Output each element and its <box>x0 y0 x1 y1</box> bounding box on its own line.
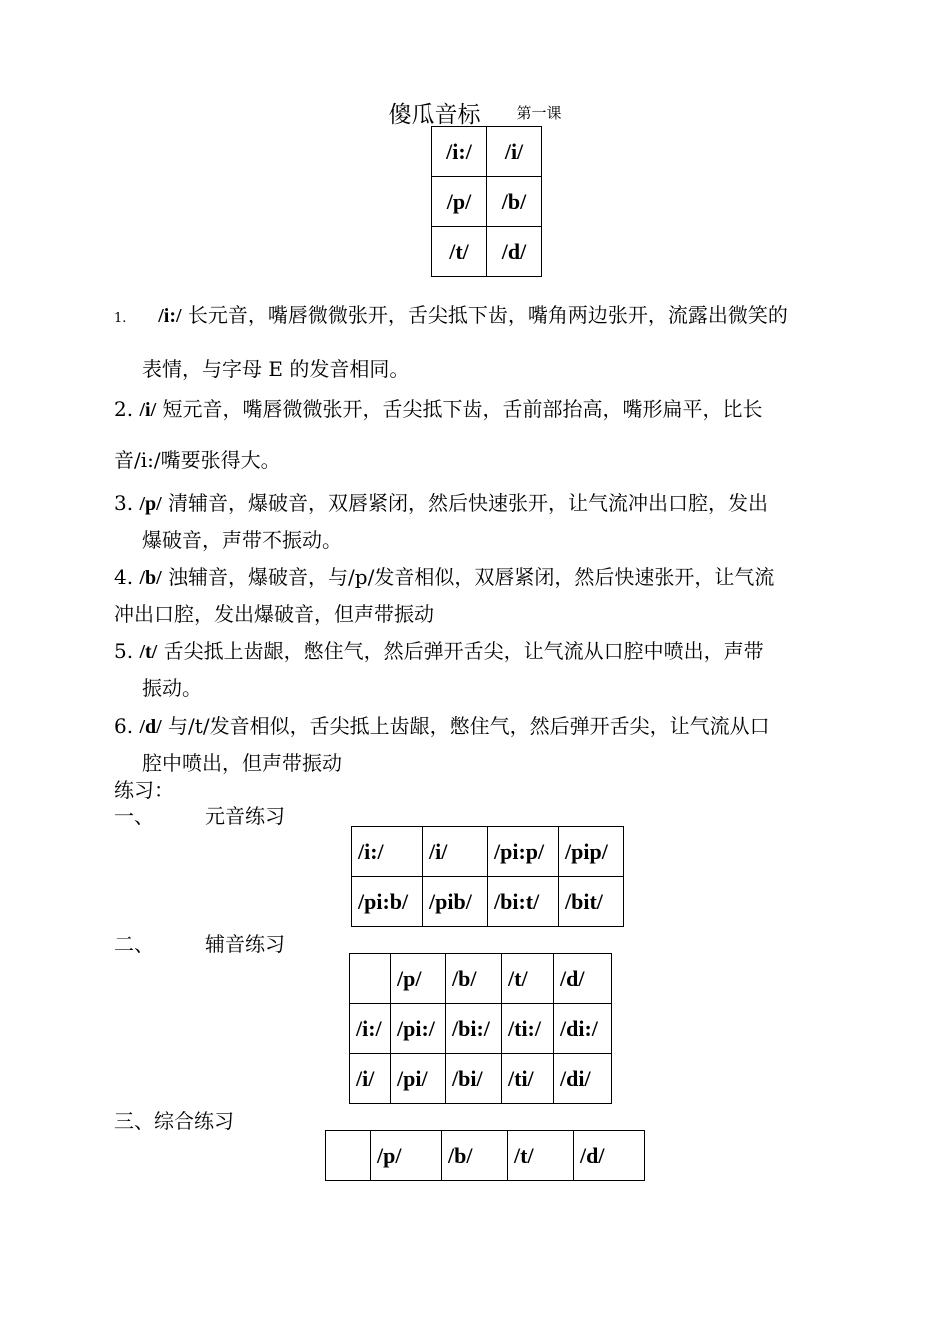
vowel-practice-table <box>351 826 624 927</box>
table-cell: /pip/ <box>559 827 624 877</box>
description-item-3 <box>114 485 860 558</box>
combined-practice-table <box>325 1130 645 1181</box>
table-cell: /bit/ <box>559 877 624 927</box>
phoneme-symbol: /t/ <box>139 641 158 663</box>
item-text-continued: 表情，与字母 E 的发音相同。 <box>142 357 410 381</box>
table-cell: /i:/ <box>350 1004 391 1054</box>
item-text-continued: 振动。 <box>142 676 202 700</box>
table-cell: /ti:/ <box>502 1004 554 1054</box>
table-cell: /b/ <box>487 177 542 227</box>
item-text: 与/t/发音相似，舌尖抵上齿龈，憋住气，然后弹开舌尖，让气流从口 <box>161 714 770 738</box>
table-cell: /ti/ <box>502 1054 554 1104</box>
table-cell: /i/ <box>423 827 488 877</box>
lesson-label: 第一课 <box>516 104 562 122</box>
section-label: 辅音练习 <box>205 932 285 956</box>
table-cell: /t/ <box>502 954 554 1004</box>
table-cell: /b/ <box>446 954 502 1004</box>
item-text: 清辅音，爆破音，双唇紧闭，然后快速张开，让气流冲出口腔，发出 <box>161 491 769 515</box>
table-cell: /t/ <box>432 227 487 277</box>
description-item-2 <box>114 384 860 485</box>
section-number: 二、 <box>114 932 154 956</box>
table-cell: /i:/ <box>432 127 487 177</box>
item-text-continued: 爆破音，声带不振动。 <box>142 528 342 552</box>
item-number: 2. <box>114 397 134 421</box>
item-text-continued: 冲出口腔，发出爆破音，但声带振动 <box>114 602 434 626</box>
item-number: 3. <box>114 491 134 515</box>
table-cell: /pi:p/ <box>488 827 559 877</box>
practice-heading: 练习： <box>114 778 174 802</box>
section-number: 一、 <box>114 804 154 828</box>
page-title: 傻瓜音标 <box>388 102 481 128</box>
table-cell: /b/ <box>442 1131 508 1181</box>
description-item-4 <box>114 559 860 632</box>
description-item-1 <box>114 290 860 394</box>
item-text: 长元音，嘴唇微微张开，舌尖抵下齿，嘴角两边张开，流露出微笑的 <box>181 303 788 327</box>
section-label: 三、综合练习 <box>114 1109 234 1133</box>
table-cell: /d/ <box>574 1131 645 1181</box>
item-number: 6. <box>114 714 134 738</box>
item-number: 1. <box>114 311 127 326</box>
table-cell: /pib/ <box>423 877 488 927</box>
table-cell: /i/ <box>350 1054 391 1104</box>
item-number: 4. <box>114 565 134 589</box>
phoneme-symbol: /d/ <box>139 716 162 738</box>
section-label: 元音练习 <box>205 804 285 828</box>
item-text-continued: 音/i:/嘴要张得大。 <box>114 448 281 472</box>
description-item-5 <box>114 633 860 706</box>
table-cell: /bi/ <box>446 1054 502 1104</box>
table-cell: /di/ <box>554 1054 612 1104</box>
table-cell: /bi:/ <box>446 1004 502 1054</box>
table-cell: /d/ <box>554 954 612 1004</box>
table-cell <box>326 1131 371 1181</box>
table-cell: /t/ <box>508 1131 574 1181</box>
item-text: 短元音，嘴唇微微张开，舌尖抵下齿，舌前部抬高，嘴形扁平，比长 <box>156 397 763 421</box>
table-cell: /p/ <box>391 954 446 1004</box>
table-cell: /i/ <box>487 127 542 177</box>
table-cell: /bi:t/ <box>488 877 559 927</box>
phoneme-symbol: /p/ <box>139 493 162 515</box>
table-cell <box>350 954 391 1004</box>
item-number: 5. <box>114 639 134 663</box>
phoneme-table <box>431 126 542 277</box>
table-cell: /pi/ <box>391 1054 446 1104</box>
item-text-continued: 腔中喷出，但声带振动 <box>142 751 342 775</box>
item-text: 舌尖抵上齿龈，憋住气，然后弹开舌尖，让气流从口腔中喷出，声带 <box>157 639 764 663</box>
page-title-line <box>0 96 950 129</box>
table-cell: /di:/ <box>554 1004 612 1054</box>
phoneme-symbol: /b/ <box>139 567 162 589</box>
table-cell: /i:/ <box>352 827 423 877</box>
consonant-practice-table <box>349 953 612 1104</box>
table-cell: /pi:/ <box>391 1004 446 1054</box>
phoneme-symbol: /i:/ <box>158 305 182 327</box>
phoneme-symbol: /i/ <box>139 399 157 421</box>
description-item-6 <box>114 708 860 781</box>
table-cell: /pi:b/ <box>352 877 423 927</box>
table-cell: /p/ <box>371 1131 442 1181</box>
table-cell: /d/ <box>487 227 542 277</box>
item-text: 浊辅音，爆破音，与/p/发音相似，双唇紧闭，然后快速张开，让气流 <box>161 565 775 589</box>
table-cell: /p/ <box>432 177 487 227</box>
